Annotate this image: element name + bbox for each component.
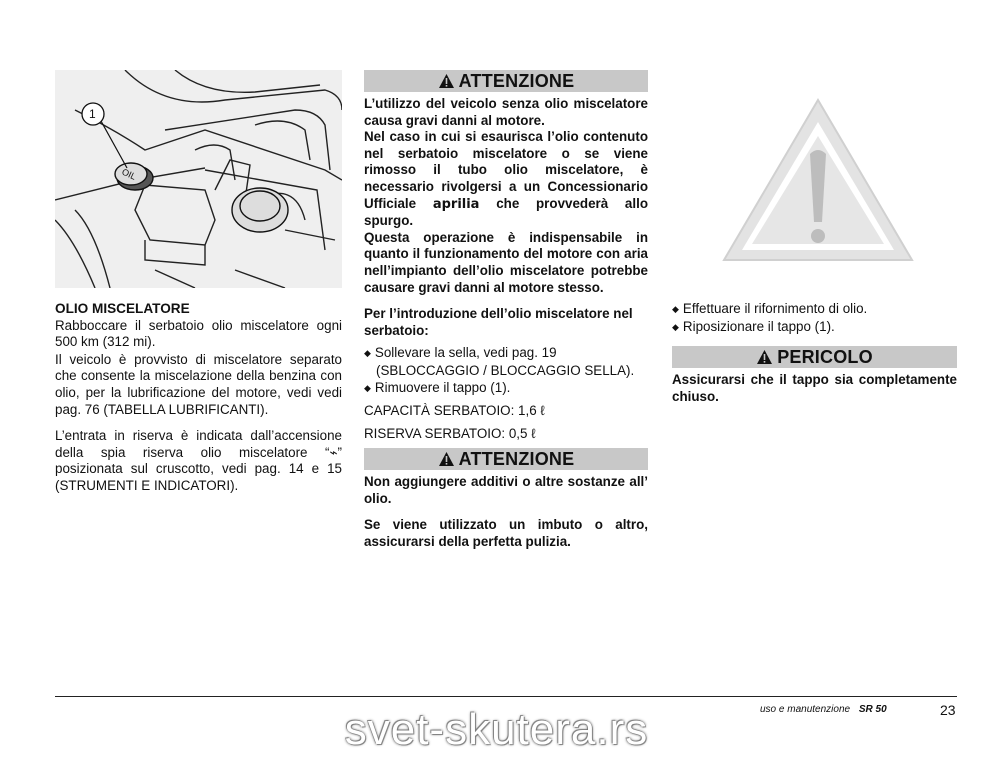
middle-column [364, 70, 648, 551]
oil-cap-label: OIL [120, 166, 138, 182]
watermark: svet-skutera.rs [344, 705, 649, 754]
warning-triangle-icon [438, 73, 455, 89]
warning-triangle-icon [438, 451, 455, 467]
left-para-3: L’entrata in riserva è indicata dall’accensione della spia riserva olio miscelatore “⌁” posizionata sul cruscotto, vedi pag. 14 e 15 (STRUMENTI E INDICATORI). [55, 428, 342, 493]
warning-banner-1 [364, 70, 648, 92]
intro-text: Per l’introduzione dell’olio miscelatore nel serbatoio: [364, 306, 633, 338]
warning-title-1: ATTENZIONE [458, 70, 575, 91]
left-para-1: Rabboccare il serbatoio olio miscelatore ogni 500 km (312 mi). [55, 317, 342, 350]
warning-triangle-icon [756, 349, 773, 365]
oil-tank-illustration [55, 70, 342, 288]
brand-aprilia: aprilia [432, 196, 480, 212]
section-heading: OLIO MISCELATORE [55, 301, 190, 316]
right-column [672, 301, 957, 405]
footer-rule [55, 696, 957, 697]
warn2-para-1: Non aggiungere additivi o altre sostanze all’ olio. [364, 474, 648, 506]
warn1-para-2a: Nel caso in cui si esaurisca l’olio contenuto nel serbatoio miscelatore o se viene rimosso il tubo olio miscelatore, è necessario rivolgersi a un Concessionario Ufficiale [364, 129, 648, 211]
step-bullet-1: ◆ Sollevare la sella, vedi pag. 19 (SBLOCCAGGIO / BLOCCAGGIO SELLA). [364, 345, 648, 379]
footer-model: SR 50 [858, 704, 887, 715]
danger-text: Assicurarsi che il tappo sia completamente chiuso. [672, 372, 957, 404]
right-bullet-2: ◆ Riposizionare il tappo (1). [672, 319, 957, 337]
left-para-2: Il veicolo è provvisto di miscelatore separato che consente la miscelazione della benzina con olio, per la lubrificazione del motore, vedi vedi pag. 76 (TABELLA LUBRIFICANTI). [55, 351, 342, 417]
warn2-para-2: Se viene utilizzato un imbuto o altro, assicurarsi della perfetta pulizia. [364, 517, 648, 550]
warn1-para-2 [364, 129, 648, 230]
page-number: 23 [940, 702, 956, 718]
danger-title: PERICOLO [777, 346, 873, 367]
callout-number: 1 [89, 107, 96, 121]
step-bullet-2: ◆ Rimuovere il tappo (1). [364, 380, 648, 398]
tank-capacity: CAPACITÀ SERBATOIO: 1,6 ℓ [364, 403, 545, 419]
left-column [55, 301, 342, 495]
danger-banner [672, 346, 957, 368]
warn1-para-3: Questa operazione è indispensabile in quanto il funzionamento del motore con aria nell’impianto dell’olio miscelatore potrebbe causare gravi danni al motore stesso. [364, 229, 648, 295]
right-bullet-1: ◆ Effettuare il rifornimento di olio. [672, 301, 957, 319]
warning-title-2: ATTENZIONE [458, 448, 575, 469]
warning-banner-2 [364, 448, 648, 470]
large-warning-triangle-icon [720, 96, 916, 266]
footer-manual: uso e manutenzione [760, 704, 851, 715]
warn1-para-1: L’utilizzo del veicolo senza olio miscelatore causa gravi danni al motore. [364, 96, 648, 128]
warn1-para-2b: che provvederà allo spurgo. [364, 195, 649, 229]
tank-reserve: RISERVA SERBATOIO: 0,5 ℓ [364, 425, 536, 441]
